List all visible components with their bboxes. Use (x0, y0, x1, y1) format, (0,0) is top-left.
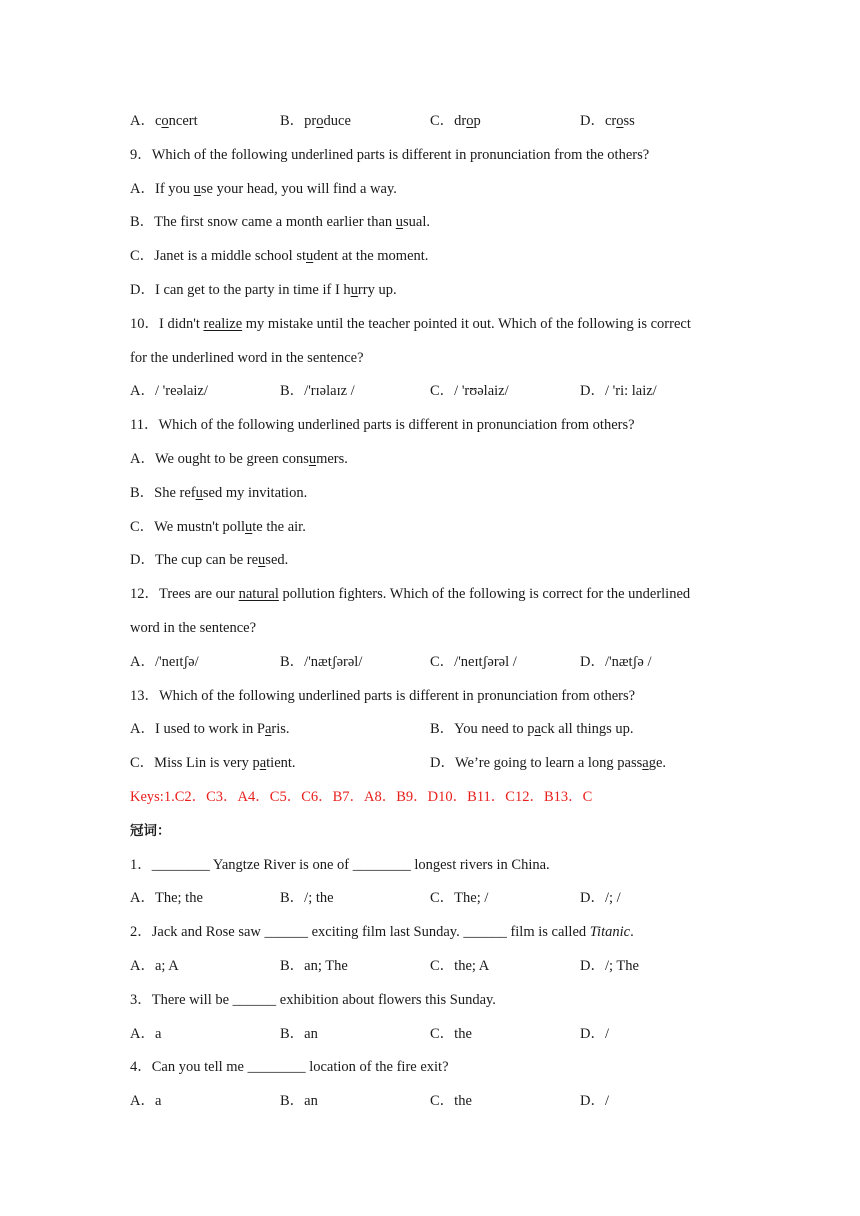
q13-stem: 13．Which of the following underlined parts is different in pronunciation from others? (130, 687, 636, 704)
article-q3-stem: 3．There will be ______ exhibition about flowers this Sunday. (130, 991, 496, 1008)
document-page (130, 105, 730, 1119)
article-q3-option-b: B．an (280, 1025, 318, 1042)
q11-option-a: A．We ought to be green consumers. (130, 450, 348, 467)
article-q1-option-a: A．The; the (130, 890, 203, 907)
q11-option-d: D．The cup can be reused. (130, 552, 289, 569)
q12-stem: 12．Trees are our natural pollution fighters. Which of the following is correct for the underlined (130, 586, 691, 603)
article-q1-option-c: C．The; / (430, 890, 489, 907)
q13-option-c: C．Miss Lin is very patient. (130, 755, 296, 772)
article-q4-options (130, 1085, 730, 1119)
q10-options (130, 375, 730, 409)
article-q2-options (130, 950, 730, 984)
article-q4-option-c: C．the (430, 1093, 472, 1110)
q11-option-b: B．She refused my invitation. (130, 484, 308, 501)
q13-option-a: A．I used to work in Paris. (130, 721, 290, 738)
q9-option-b: B．The first snow came a month earlier than usual. (130, 214, 430, 231)
q10-stem: 10．I didn't realize my mistake until the teacher pointed it out. Which of the following is correct (130, 315, 691, 332)
article-q3-option-a: A．a (130, 1025, 162, 1042)
q12-option-a: A．/'neɪtʃə/ (130, 653, 199, 670)
q11-stem: 11．Which of the following underlined parts is different in pronunciation from others? (130, 417, 635, 434)
q10-option-a: A．/ 'reəlaiz/ (130, 383, 208, 400)
q10-option-b: B．/'rɪəlaɪz / (280, 383, 355, 400)
q8-options (130, 105, 730, 139)
q9-option-d: D．I can get to the party in time if I hurry up. (130, 281, 397, 298)
q8-option-d: D．cross (580, 113, 635, 129)
q10-option-c: C．/ 'rʊəlaiz/ (430, 383, 509, 400)
article-q2-option-d: D．/; The (580, 957, 639, 974)
q13-option-b: B．You need to pack all things up. (430, 721, 634, 738)
q10-option-d: D．/ 'ri: laiz/ (580, 383, 657, 400)
answer-keys: Keys:1.C2．C3．A4．C5．C6．B7．A8．B9．D10．B11．C12．B13．C (130, 788, 593, 805)
article-q2-option-c: C．the; A (430, 957, 490, 974)
q8-option-a: A．concert (130, 113, 198, 129)
section-heading: 冠词： (130, 822, 171, 839)
article-q4-option-a: A．a (130, 1093, 162, 1110)
article-q4-option-b: B．an (280, 1093, 318, 1110)
q9-option-a: A．If you use your head, you will find a way. (130, 180, 397, 197)
article-q1-option-d: D．/; / (580, 890, 621, 907)
article-q2-option-b: B．an; The (280, 957, 348, 974)
article-q1-stem: 1．________ Yangtze River is one of ________ longest rivers in China. (130, 856, 550, 873)
article-q3-options (130, 1018, 730, 1052)
article-q4-stem: 4．Can you tell me ________ location of the fire exit? (130, 1059, 449, 1076)
q9-option-c: C．Janet is a middle school student at the moment. (130, 248, 429, 265)
q12-options (130, 646, 730, 680)
q12-option-c: C．/'neɪtʃərəl / (430, 653, 517, 670)
article-q3-option-c: C．the (430, 1025, 472, 1042)
q12-stem-line2: word in the sentence? (130, 619, 257, 636)
q9-stem: 9．Which of the following underlined parts is different in pronunciation from the others? (130, 146, 650, 163)
article-q2-stem: 2．Jack and Rose saw ______ exciting film last Sunday. ______ film is called Titanic. (130, 924, 634, 941)
q13-option-d: D．We’re going to learn a long passage. (430, 755, 667, 772)
article-q4-option-d: D．/ (580, 1093, 609, 1110)
q10-stem-line2: for the underlined word in the sentence? (130, 349, 364, 366)
article-q2-option-a: A．a; A (130, 957, 179, 974)
q13-options-row1 (130, 713, 730, 747)
q8-option-c: C．drop (430, 113, 481, 129)
q12-option-b: B．/'nætʃərəl/ (280, 653, 363, 670)
article-q3-option-d: D．/ (580, 1025, 609, 1042)
q13-options-row2 (130, 747, 730, 781)
q8-option-b: B．produce (280, 113, 351, 129)
article-q1-options (130, 882, 730, 916)
article-q1-option-b: B．/; the (280, 890, 334, 907)
q12-option-d: D．/'nætʃə / (580, 653, 652, 670)
q11-option-c: C．We mustn't pollute the air. (130, 518, 306, 535)
